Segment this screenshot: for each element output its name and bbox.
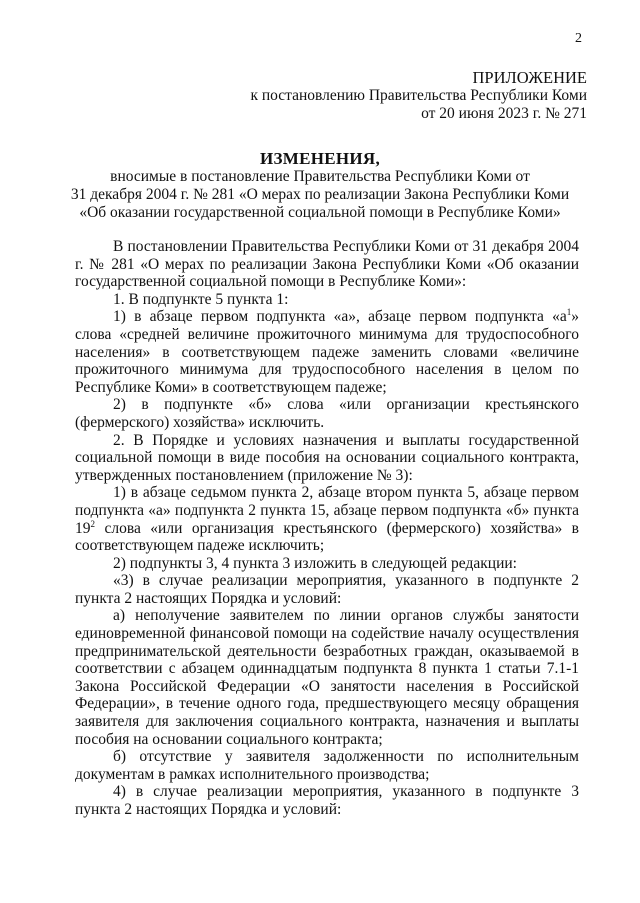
paragraph: 1. В подпункте 5 пункта 1: (113, 290, 289, 308)
paragraph-text: 1) в абзаце седьмом пункта 2, абзаце втором пункта 5, абзаце первом подпункта «а» подпункта 2 пункта 15, абзаце первом подпункта «б» пункта 19 (75, 484, 579, 537)
paragraph: 2) подпункты 3, 4 пункта 3 изложить в следующей редакции: (113, 554, 517, 572)
heading-title: ИЗМЕНЕНИЯ, (259, 149, 381, 168)
superscript: 2 (90, 518, 95, 529)
heading-line: 31 декабря 2004 г. № 281 «О мерах по реализации Закона Республики Коми (70, 186, 570, 203)
paragraph-text: » слова «средней величине прожиточного минимума для трудоспособного населения» в соответствующем падеже заменить словами «величине прожиточного минимума для трудоспособного населения в целом по Республике Коми» в соответствующем падеже; (75, 308, 579, 396)
document-body (75, 238, 579, 819)
page-number: 2 (575, 31, 582, 46)
paragraph: а) неполучение заявителем по линии органов службы занятости единовременной финансовой помощи на содействие началу осуществления предпринимательской деятельности безработных граждан, оказываемой в соответствии с абзацем одиннадцатым подпункта 8 пункта 1 статьи 7.1-1 Закона Российской Федерации «О занятости населения в Российской Федерации», в течение одного года, предшествующего месяцу обращения заявителя для заключения социального контракта, назначения и выплаты пособия на основании социального контракта; (75, 607, 579, 748)
appendix-line: от 20 июня 2023 г. № 271 (421, 105, 587, 122)
heading-line: «Об оказании государственной социальной помощи в Республике Коми» (79, 204, 561, 221)
paragraph: 2) в подпункте «б» слова «или организации крестьянского (фермерского) хозяйства» исключить. (75, 396, 579, 431)
paragraph (75, 484, 579, 554)
paragraph-text: слова «или организация крестьянского (фермерского) хозяйства» в соответствующем падеже исключить; (75, 519, 579, 555)
paragraph: б) отсутствие у заявителя задолженности по исполнительным документам в рамках исполнительного производства; (75, 748, 579, 783)
appendix-title: ПРИЛОЖЕНИЕ (472, 68, 587, 87)
appendix-block (250, 69, 587, 123)
paragraph-text: 1) в абзаце первом подпункта «а», абзаце первом подпункта «а (113, 308, 567, 326)
heading-line: вносимые в постановление Правительства Республики Коми от (110, 168, 530, 185)
paragraph: «3) в случае реализации мероприятия, указанного в подпункте 2 пункта 2 настоящих Порядка и условий: (75, 572, 579, 607)
paragraph: 4) в случае реализации мероприятия, указанного в подпункте 3 пункта 2 настоящих Порядка и условий: (75, 783, 579, 818)
paragraph (75, 308, 579, 396)
paragraph: В постановлении Правительства Республики Коми от 31 декабря 2004 г. № 281 «О мерах по реализации Закона Республики Коми «Об оказании государственной социальной помощи в Республике Коми»: (75, 238, 579, 291)
document-heading (60, 150, 580, 222)
appendix-line: к постановлению Правительства Республики Коми (250, 87, 587, 104)
superscript: 1 (566, 307, 572, 318)
paragraph: 2. В Порядке и условиях назначения и выплаты государственной социальной помощи в виде пособия на основании социального контракта, утвержденных постановлением (приложение № 3): (75, 431, 579, 484)
